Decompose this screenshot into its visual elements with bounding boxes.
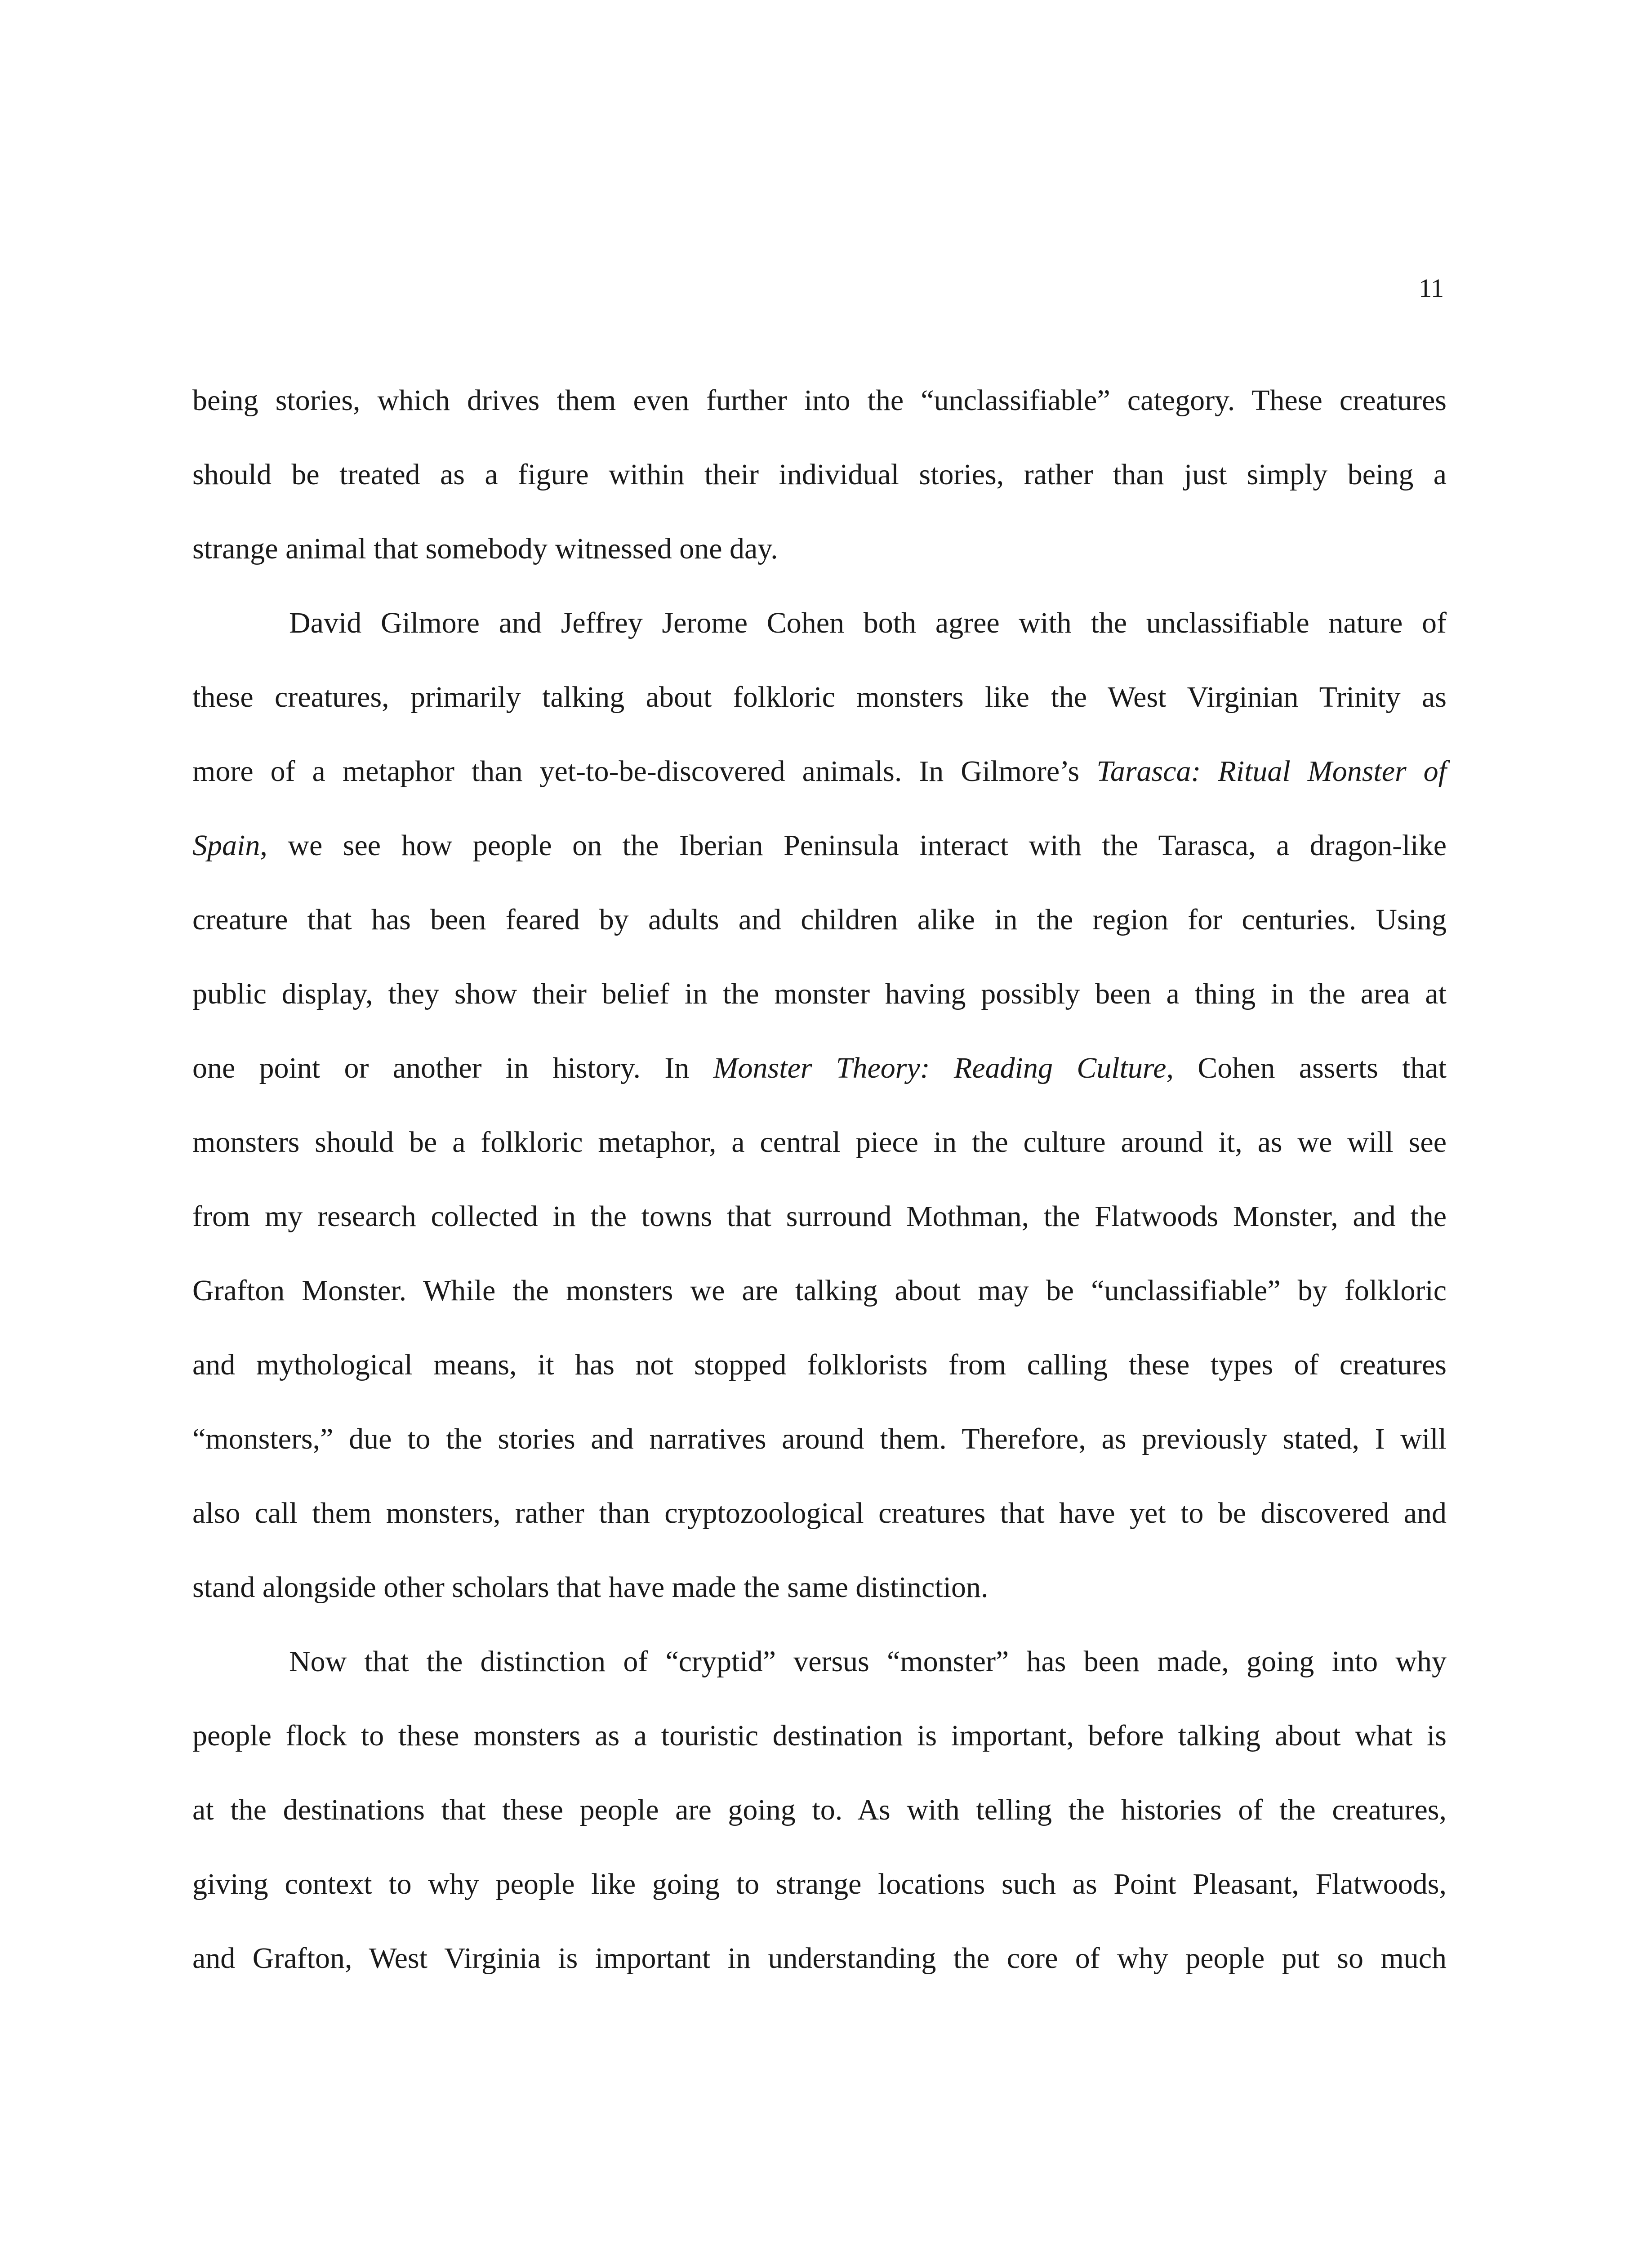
text-line: stand alongside other scholars that have made the same distinction. [192, 1571, 989, 1604]
paragraph-2 [192, 586, 1447, 1624]
book-title-tarasca: Tarasca: Ritual Monster of [1096, 755, 1447, 788]
body-text [192, 363, 1447, 1995]
book-title-tarasca-cont: Spain [192, 829, 260, 862]
text-line: and Grafton, West Virginia is important in understanding the core of why people put so much [192, 1942, 1447, 1975]
page-number: 11 [1419, 273, 1444, 303]
text-line: at the destinations that these people are going to. As with telling the histories of the creatures, [192, 1793, 1447, 1826]
text-line: also call them monsters, rather than cryptozoological creatures that have yet to be discovered and [192, 1497, 1447, 1530]
text-line: these creatures, primarily talking about folkloric monsters like the West Virginian Trinity as [192, 681, 1447, 714]
text-line: Now that the distinction of “cryptid” versus “monster” has been made, going into why [289, 1645, 1447, 1678]
text-segment: , we see how people on the Iberian Peninsula interact with the Tarasca, a dragon-like [260, 829, 1447, 862]
text-line: giving context to why people like going to strange locations such as Point Pleasant, Flatwoods, [192, 1868, 1447, 1900]
text-line [192, 734, 1447, 808]
text-segment: one point or another in history. In [192, 1052, 713, 1084]
text-line: strange animal that somebody witnessed one day. [192, 532, 778, 565]
text-line: and mythological means, it has not stopped folklorists from calling these types of creatures [192, 1348, 1447, 1381]
text-line: should be treated as a figure within their individual stories, rather than just simply being a [192, 458, 1447, 491]
book-title-monster-theory: Monster Theory: Reading Culture, [713, 1052, 1174, 1084]
text-line: creature that has been feared by adults and children alike in the region for centuries. Using [192, 903, 1447, 936]
text-line: being stories, which drives them even further into the “unclassifiable” category. These creatures [192, 384, 1447, 417]
text-line: public display, they show their belief in the monster having possibly been a thing in the area at [192, 977, 1447, 1010]
text-line [192, 1031, 1447, 1105]
paragraph-1 [192, 363, 1447, 586]
paragraph-3 [192, 1624, 1447, 1995]
text-line: Grafton Monster. While the monsters we are talking about may be “unclassifiable” by folkloric [192, 1274, 1447, 1307]
text-line: David Gilmore and Jeffrey Jerome Cohen both agree with the unclassifiable nature of [289, 607, 1447, 639]
text-line: “monsters,” due to the stories and narratives around them. Therefore, as previously stated, I will [192, 1423, 1447, 1455]
text-line: from my research collected in the towns that surround Mothman, the Flatwoods Monster, and the [192, 1200, 1447, 1233]
text-segment: Cohen asserts that [1173, 1052, 1447, 1084]
text-line [192, 808, 1447, 883]
text-line: monsters should be a folkloric metaphor, a central piece in the culture around it, as we will see [192, 1126, 1447, 1159]
text-line: people flock to these monsters as a touristic destination is important, before talking about what is [192, 1719, 1447, 1752]
text-segment: more of a metaphor than yet-to-be-discovered animals. In Gilmore’s [192, 755, 1097, 788]
